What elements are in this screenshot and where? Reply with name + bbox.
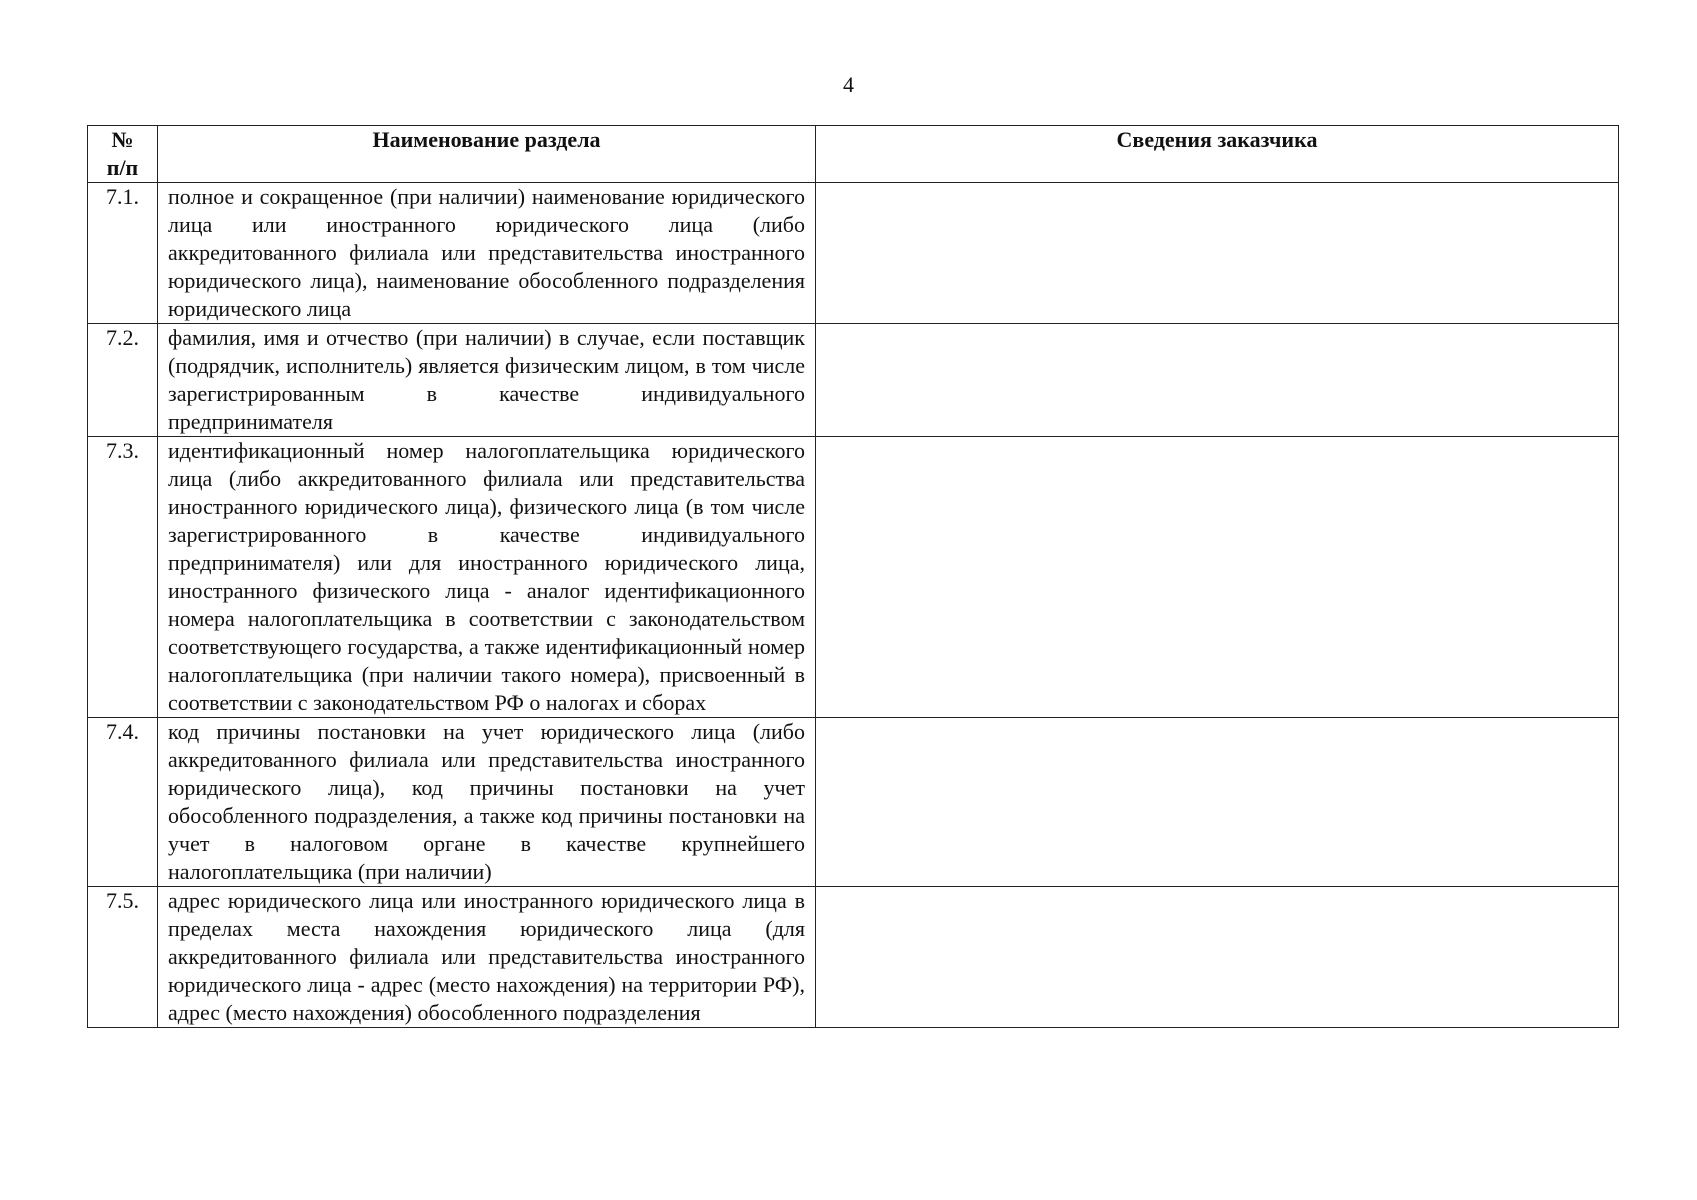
row-customer-info[interactable] [816, 718, 1619, 887]
row-section-name: идентификационный номер налогоплательщика юридического лица (либо аккредитованного филиала или представительства иностранного юридического лица), физического лица (в том числе зарегистрированного в качестве индивидуального предпринимателя) или для иностранного юридического лица, иностранного физического лица - аналог идентификационного номера налогоплательщика в соответствии с законодательством соответствующего государства, а также идентификационный номер налогоплательщика (при наличии такого номера), присвоенный в соответствии с законодательством РФ о налогах и сборах [158, 437, 816, 718]
header-number-symbol: № [111, 127, 134, 152]
header-number-abbrev: п/п [106, 155, 139, 180]
page-number: 4 [843, 72, 854, 97]
row-customer-info[interactable] [816, 887, 1619, 1028]
row-number: 7.2. [88, 324, 158, 437]
table-row [88, 437, 1619, 718]
row-section-name: полное и сокращенное (при наличии) наименование юридического лица или иностранного юридического лица (либо аккредитованного филиала или представительства иностранного юридического лица), наименование обособленного подразделения юридического лица [158, 183, 816, 324]
header-number [88, 126, 158, 183]
table-row [88, 887, 1619, 1028]
row-customer-info[interactable] [816, 437, 1619, 718]
table-row [88, 324, 1619, 437]
header-section-name: Наименование раздела [158, 126, 816, 183]
table-row [88, 183, 1619, 324]
row-section-name: адрес юридического лица или иностранного юридического лица в пределах места нахождения юридического лица (для аккредитованного филиала или представительства иностранного юридического лица - адрес (место нахождения) на территории РФ), адрес (место нахождения) обособленного подразделения [158, 887, 816, 1028]
row-number: 7.5. [88, 887, 158, 1028]
header-customer-info: Сведения заказчика [816, 126, 1619, 183]
row-section-name: фамилия, имя и отчество (при наличии) в случае, если поставщик (подрядчик, исполнитель) является физическим лицом, в том числе зарегистрированным в качестве индивидуального предпринимателя [158, 324, 816, 437]
sections-table [87, 125, 1619, 1028]
row-number: 7.1. [88, 183, 158, 324]
row-customer-info[interactable] [816, 183, 1619, 324]
table-header-row [88, 126, 1619, 183]
row-customer-info[interactable] [816, 324, 1619, 437]
row-number: 7.3. [88, 437, 158, 718]
table-row [88, 718, 1619, 887]
row-section-name: код причины постановки на учет юридического лица (либо аккредитованного филиала или представительства иностранного юридического лица), код причины постановки на учет обособленного подразделения, а также код причины постановки на учет в налоговом органе в качестве крупнейшего налогоплательщика (при наличии) [158, 718, 816, 887]
row-number: 7.4. [88, 718, 158, 887]
